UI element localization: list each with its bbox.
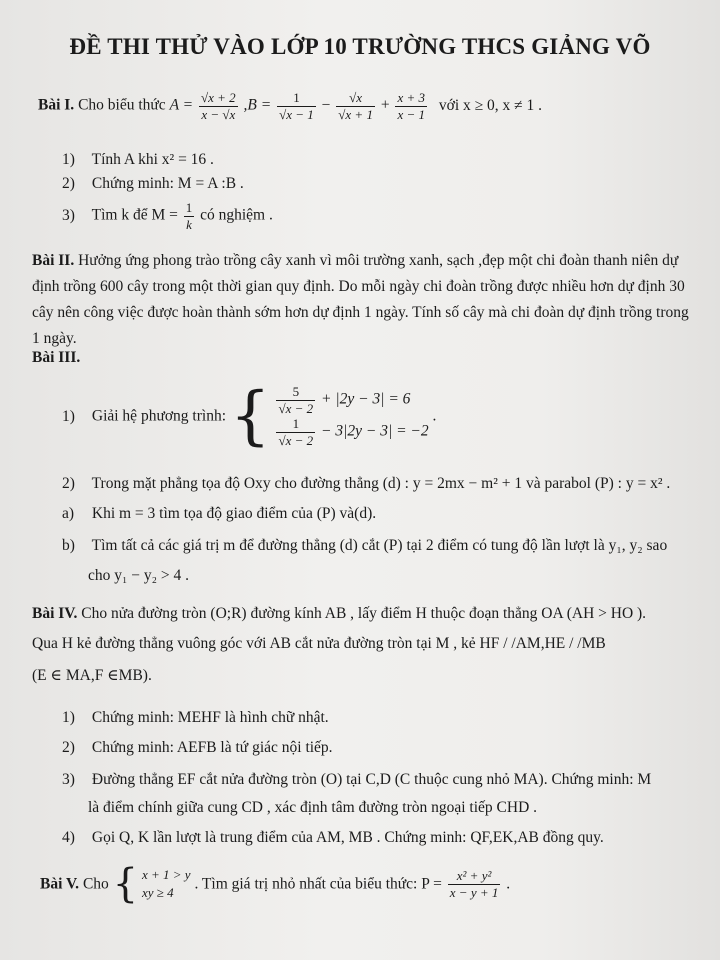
bai1-intro: Cho biểu thức (78, 96, 166, 114)
bai4-q3-text: Đường thẳng EF cắt nửa đường tròn (O) tại C,D (C thuộc cung nhỏ MA). Chứng minh: M (91, 771, 652, 788)
bai4-q4 (62, 826, 604, 849)
bai4-line1-text: Cho nửa đường tròn (O;R) đường kính AB , lấy điểm H thuộc đoạn thẳng OA (AH > HO ). (81, 605, 647, 622)
bai3-qa (62, 502, 376, 525)
bai1-line (38, 90, 542, 122)
bai4-q3-line2: là điểm chính giữa cung CD , xác định tâm đường tròn ngoại tiếp CHD . (88, 799, 538, 816)
bai4-q3 (62, 768, 651, 791)
bai5-label: Bài V. (40, 875, 80, 893)
bai4-q2-text: Chứng minh: AEFB là tứ giác nội tiếp. (91, 739, 333, 756)
bai4-q1-text: Chứng minh: MEHF là hình chữ nhật. (91, 709, 329, 726)
bai3-q1-end: . (432, 407, 437, 425)
bai1-plus: + (380, 96, 390, 114)
bai3-eq1: $\frac{5}{√x - 2}$ + |2y − 3| = 6 (278, 384, 411, 416)
bai5-system (142, 866, 191, 902)
bai5-mid: . Tìm giá trị nhỏ nhất của biểu thức: P = (194, 875, 442, 893)
bai1-b-frac3: $\frac{x + 3}{x - 1}$ (397, 90, 426, 122)
bai5-p-fraction: $\frac{\text{x² + y²}}{x - y + 1}$ (449, 867, 499, 900)
bai1-b-frac2: $\frac{√x}{√x + 1}$ (338, 90, 373, 122)
bai3-q1-number: 1) (62, 407, 75, 425)
bai1-q2-text: Chứng minh: M = A :B . (91, 175, 244, 192)
bai1-q1 (62, 148, 214, 171)
bai2-paragraph (32, 248, 692, 352)
bai5-line (40, 861, 511, 907)
bai1-q1-text: Tính A khi x² = 16 . (91, 151, 214, 168)
bai3-q2-number: 2) (62, 475, 75, 492)
bai4-line2: Qua H kẻ đường thẳng vuông góc với AB cắt nửa đường tròn tại M , kẻ HF / /AM,HE / /MB (32, 635, 606, 652)
bai3-q2-text: Trong mặt phẳng tọa độ Oxy cho đường thẳng (d) : y = 2mx − m² + 1 và parabol (P) : y = x² . (91, 475, 671, 492)
bai3-eq2: $\frac{1}{√x - 2}$ − 3|2y − 3| = −2 (278, 416, 429, 448)
bai1-a-fraction: $\frac{√x + 2}{x - √x}$ (200, 90, 236, 122)
bai1-q3 (62, 200, 273, 232)
bai3-system (274, 384, 428, 448)
bai4-label: Bài IV. (32, 605, 78, 622)
bai4-q4-text: Gọi Q, K lần lượt là trung điểm của AM, MB . Chứng minh: QF,EK,AB đồng quy. (91, 829, 604, 846)
bai1-a-lhs: A = (169, 96, 194, 114)
bai4-line3: (E ∈ MA,F ∈MB). (32, 667, 152, 684)
bai3-qa-text: Khi m = 3 tìm tọa độ giao điểm của (P) và(d). (91, 505, 377, 522)
bai3-q2 (62, 472, 670, 495)
bai1-q1-number: 1) (62, 151, 75, 168)
bai2-text: Hưởng ứng phong trào trồng cây xanh vì môi trường xanh, sạch ,đẹp một chi đoàn thanh niên dự định trồng 600 cây trong một thời gian quy định. Do mỗi ngày chi đoàn trồng được nhiều hơn dự định 30 cây nên công việc được hoàn thành sớm hơn dự định 1 ngày. Tính số cây mà chi đoàn dự định trồng trong 1 ngày. (32, 252, 689, 347)
bai1-b-lhs: ,B = (243, 96, 272, 114)
bai1-minus: − (321, 96, 331, 114)
bai1-label: Bài I. (38, 96, 75, 114)
bai1-q3-pre: Tìm k để M = (91, 206, 178, 224)
bai1-b-frac1: $\frac{1}{√x - 1}$ (279, 90, 314, 122)
bai1-q2 (62, 172, 244, 195)
bai3-label: Bài III. (32, 349, 81, 366)
bai3-system-brace: { (229, 379, 271, 454)
bai3-q1 (62, 379, 437, 454)
bai3-qb-number: b) (62, 537, 75, 554)
bai5-system-brace: { (112, 861, 139, 907)
bai4-q1-number: 1) (62, 709, 75, 726)
bai5-end: . (506, 875, 511, 893)
bai3-q1-pre: Giải hệ phương trình: (91, 407, 226, 425)
bai5-cond1: x + 1 > y (141, 867, 191, 882)
bai4-line1 (32, 602, 646, 625)
bai1-q3-fraction: $\frac{1}{k}$ (185, 200, 193, 232)
bai4-q2 (62, 736, 333, 759)
bai3-qb-line2: cho y₁ − y₂ > 4 . (88, 567, 190, 584)
bai1-condition: với x ≥ 0, x ≠ 1 . (438, 96, 543, 114)
bai3-qb-text: Tìm tất cả các giá trị m để đường thẳng (d) cắt (P) tại 2 điểm có tung độ lần lượt là y₁, y₂ sao (91, 537, 668, 554)
bai4-q4-number: 4) (62, 829, 75, 846)
bai1-q3-number: 3) (62, 206, 75, 224)
bai4-q1 (62, 706, 329, 729)
bai5-intro: Cho (82, 875, 109, 893)
bai3-qa-number: a) (62, 505, 75, 522)
page-title: ĐỀ THI THỬ VÀO LỚP 10 TRƯỜNG THCS GIẢNG VÕ (69, 34, 651, 59)
bai1-q3-post: có nghiệm . (200, 206, 273, 224)
bai4-q3-number: 3) (62, 771, 75, 788)
bai3-qb (62, 534, 667, 557)
bai1-q2-number: 2) (62, 175, 75, 192)
bai5-cond2: xy ≥ 4 (141, 885, 174, 900)
bai2-label: Bài II. (32, 252, 75, 269)
bai4-q2-number: 2) (62, 739, 75, 756)
